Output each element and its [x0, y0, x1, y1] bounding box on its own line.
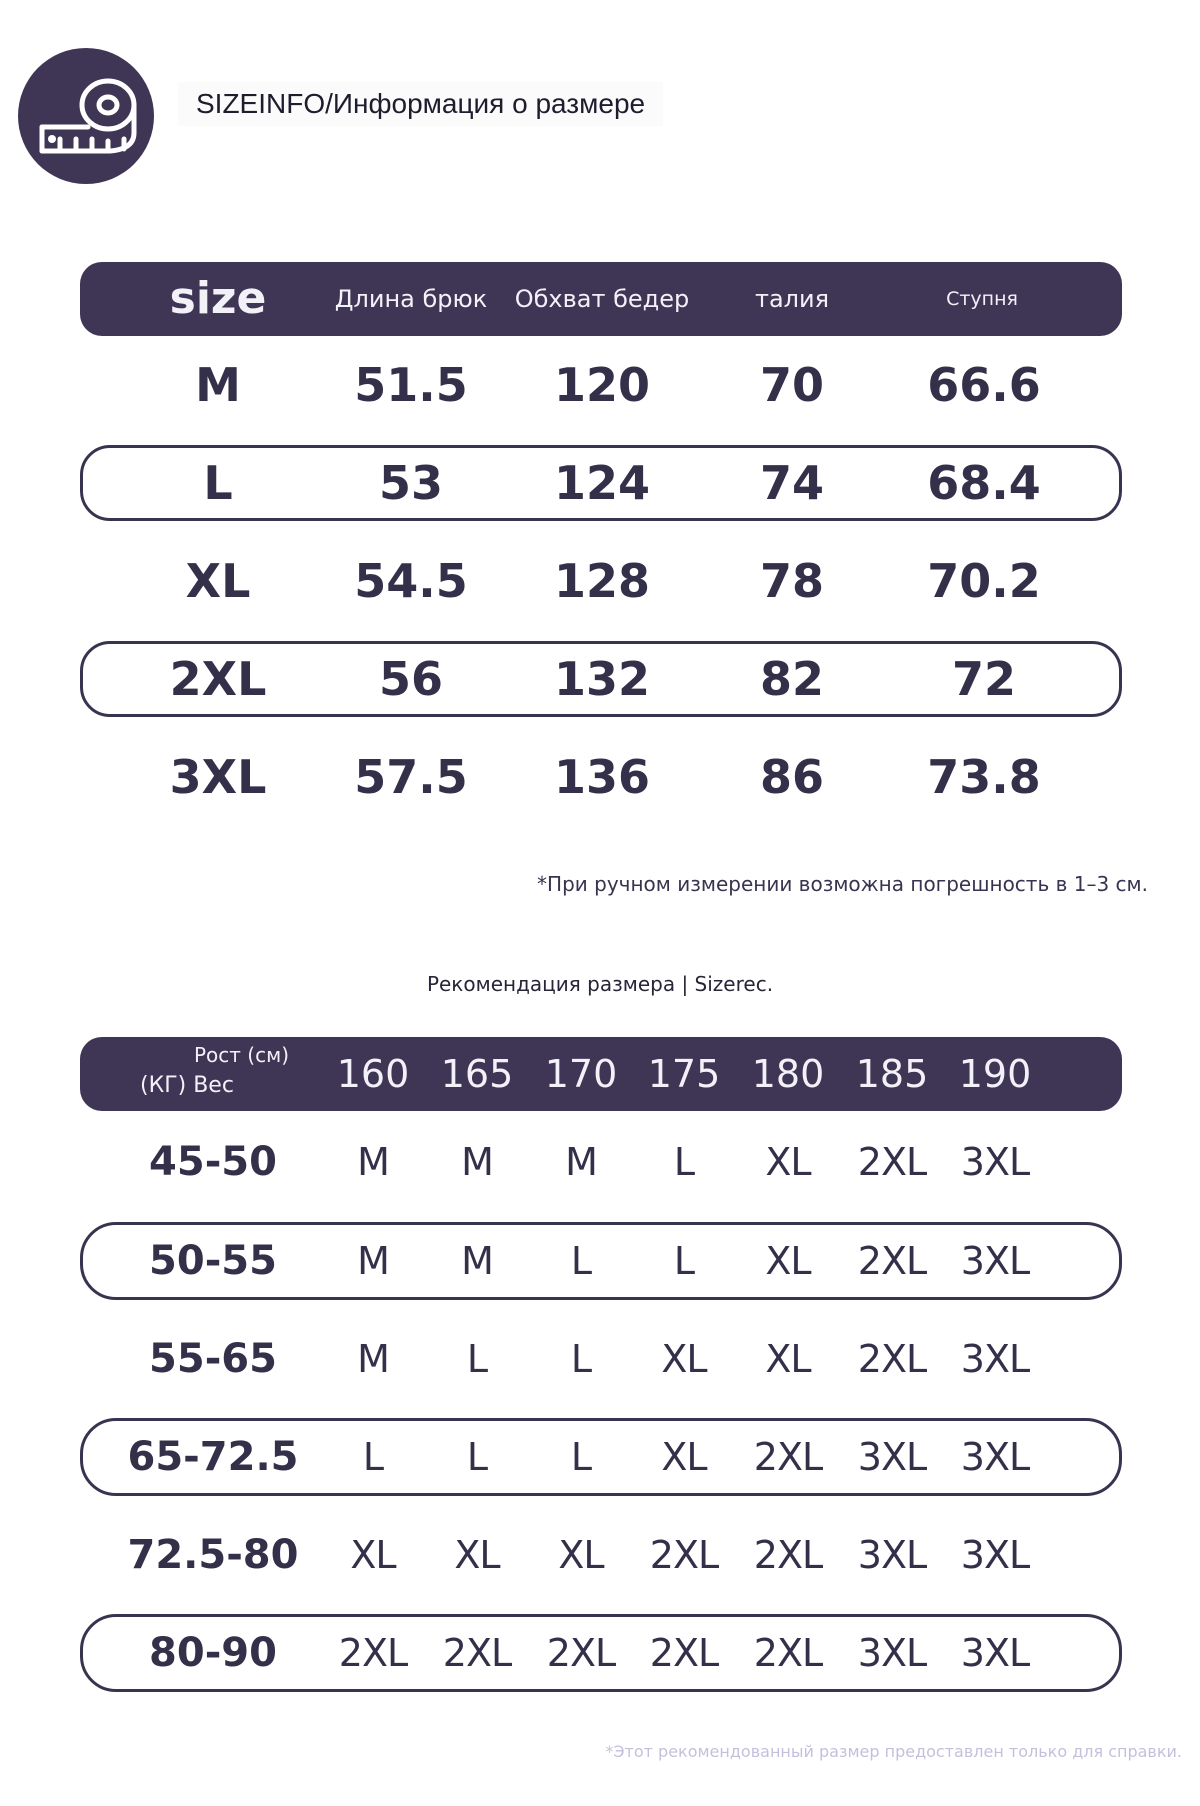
recommended-size: 3XL [960, 1533, 1030, 1577]
recommended-size: L [570, 1337, 592, 1381]
height-label: Рост (см) [194, 1043, 289, 1067]
size-value: 72 [951, 652, 1017, 706]
size-row [80, 739, 1122, 813]
recommended-size: XL [661, 1337, 707, 1381]
header-size: size [169, 273, 267, 324]
page-title: SIZEINFO/Информация о размере [178, 82, 663, 126]
size-label: M [195, 358, 241, 412]
recommended-size: M [357, 1337, 389, 1381]
size-row [80, 641, 1122, 715]
size-value: 57.5 [354, 750, 468, 804]
recommended-size: 2XL [753, 1631, 823, 1675]
recommendation-row [80, 1222, 1122, 1298]
weight-range: 80-90 [149, 1630, 277, 1676]
recommended-size: 3XL [857, 1435, 927, 1479]
header-foot: Ступня [946, 288, 1018, 310]
size-value: 73.8 [927, 750, 1041, 804]
recommended-size: M [461, 1140, 493, 1184]
size-row [80, 445, 1122, 519]
measurement-note: *При ручном измерении возможна погрешность в 1–3 см. [537, 872, 1148, 896]
recommended-size: 2XL [546, 1631, 616, 1675]
recommended-size: L [673, 1239, 695, 1283]
recommendation-note: *Этот рекомендованный размер предоставлен только для справки. [605, 1742, 1182, 1761]
weight-range: 72.5-80 [127, 1532, 299, 1578]
recommended-size: 3XL [960, 1435, 1030, 1479]
recommended-size: 3XL [857, 1533, 927, 1577]
recommended-size: 2XL [338, 1631, 408, 1675]
size-value: 124 [553, 456, 651, 510]
size-label: 3XL [169, 750, 267, 804]
header-pants-length: Длина брюк [334, 285, 488, 313]
height-value: 190 [958, 1052, 1032, 1096]
size-value: 78 [759, 554, 825, 608]
size-value: 70.2 [927, 554, 1041, 608]
size-value: 68.4 [927, 456, 1041, 510]
recommendation-row [80, 1516, 1122, 1592]
recommended-size: XL [765, 1140, 811, 1184]
measuring-tape-icon [18, 48, 154, 184]
size-row [80, 347, 1122, 421]
height-value: 180 [751, 1052, 825, 1096]
recommended-size: 2XL [753, 1533, 823, 1577]
recommendation-row [80, 1418, 1122, 1494]
size-value: 66.6 [927, 358, 1041, 412]
size-value: 54.5 [354, 554, 468, 608]
recommendation-row [80, 1320, 1122, 1396]
size-label: L [203, 456, 233, 510]
recommendation-title: Рекомендация размера | Sizerec. [426, 972, 774, 996]
recommended-size: 3XL [857, 1631, 927, 1675]
recommended-size: 3XL [960, 1239, 1030, 1283]
size-value: 132 [553, 652, 651, 706]
recommended-size: M [357, 1239, 389, 1283]
recommended-size: 2XL [857, 1239, 927, 1283]
recommended-size: 2XL [857, 1337, 927, 1381]
recommended-size: M [461, 1239, 493, 1283]
recommended-size: L [466, 1337, 488, 1381]
height-value: 170 [544, 1052, 618, 1096]
size-table-header [80, 262, 1122, 336]
recommended-size: L [466, 1435, 488, 1479]
size-value: 74 [759, 456, 825, 510]
recommended-size: XL [350, 1533, 396, 1577]
recommended-size: L [673, 1140, 695, 1184]
size-row [80, 543, 1122, 617]
recommended-size: XL [765, 1239, 811, 1283]
height-value: 160 [336, 1052, 410, 1096]
recommendation-header [80, 1037, 1122, 1111]
recommended-size: L [570, 1435, 592, 1479]
recommended-size: 3XL [960, 1631, 1030, 1675]
size-value: 86 [759, 750, 825, 804]
size-value: 51.5 [354, 358, 468, 412]
weight-label: (КГ) Вес [140, 1073, 234, 1098]
recommended-size: 2XL [649, 1533, 719, 1577]
recommendation-row [80, 1123, 1122, 1199]
recommended-size: L [362, 1435, 384, 1479]
size-label: XL [185, 554, 251, 608]
recommended-size: XL [558, 1533, 604, 1577]
weight-range: 65-72.5 [127, 1434, 299, 1480]
size-value: 120 [553, 358, 651, 412]
size-value: 53 [378, 456, 444, 510]
height-value: 185 [855, 1052, 929, 1096]
height-value: 165 [440, 1052, 514, 1096]
recommended-size: 2XL [857, 1140, 927, 1184]
header-waist: талия [754, 285, 830, 313]
recommendation-row [80, 1614, 1122, 1690]
weight-range: 55-65 [149, 1336, 277, 1382]
recommended-size: 2XL [753, 1435, 823, 1479]
recommended-size: XL [661, 1435, 707, 1479]
header-hip: Обхват бедер [514, 285, 690, 313]
weight-range: 50-55 [149, 1238, 277, 1284]
recommended-size: XL [454, 1533, 500, 1577]
size-value: 136 [553, 750, 651, 804]
size-value: 82 [759, 652, 825, 706]
recommended-size: M [565, 1140, 597, 1184]
weight-range: 45-50 [149, 1139, 277, 1185]
recommended-size: 3XL [960, 1337, 1030, 1381]
recommended-size: 3XL [960, 1140, 1030, 1184]
size-value: 70 [759, 358, 825, 412]
size-value: 56 [378, 652, 444, 706]
recommended-size: XL [765, 1337, 811, 1381]
size-label: 2XL [169, 652, 267, 706]
recommended-size: 2XL [442, 1631, 512, 1675]
recommended-size: L [570, 1239, 592, 1283]
recommended-size: M [357, 1140, 389, 1184]
size-value: 128 [553, 554, 651, 608]
height-value: 175 [647, 1052, 721, 1096]
recommended-size: 2XL [649, 1631, 719, 1675]
